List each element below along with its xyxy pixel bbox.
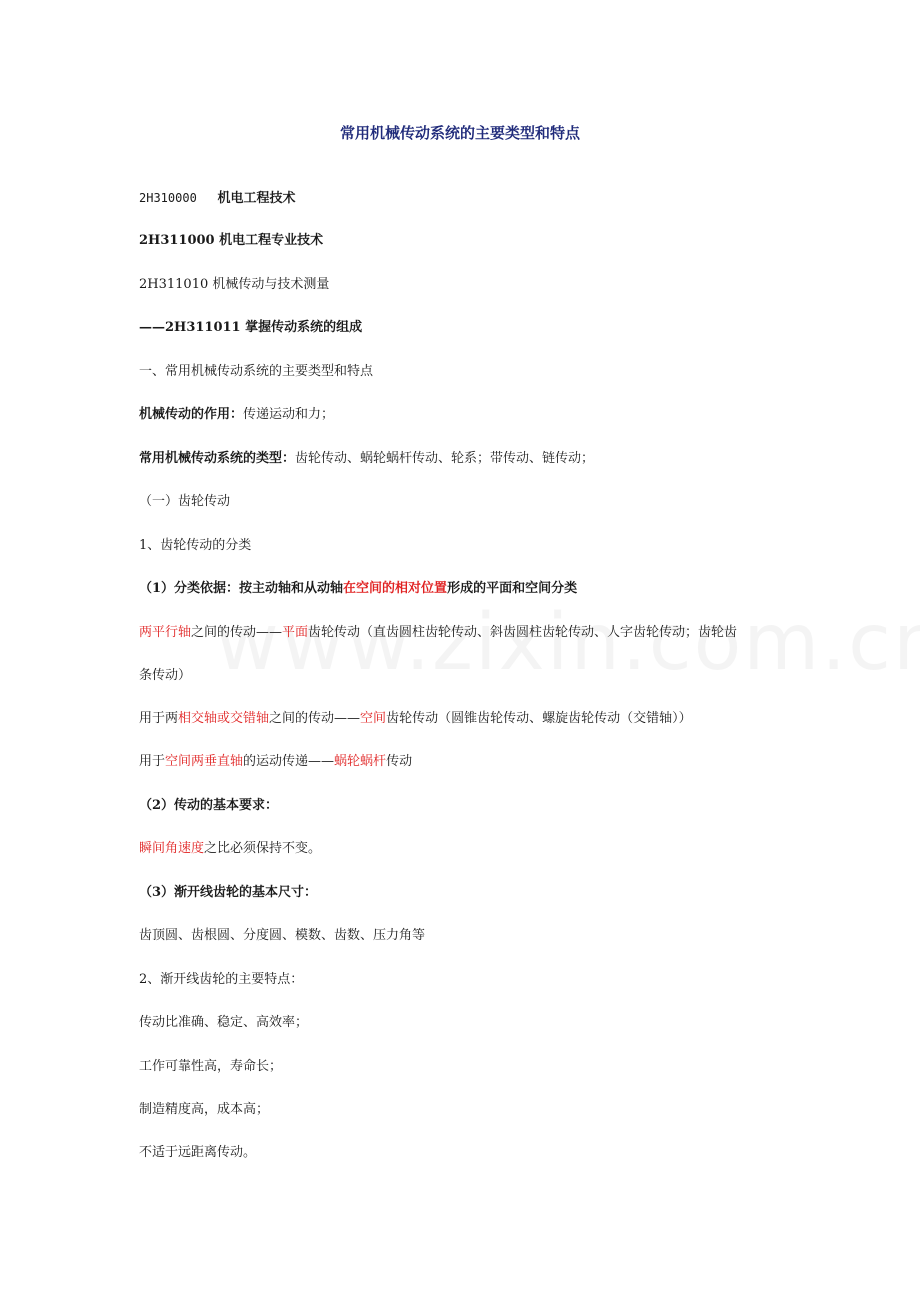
header-2h310000	[139, 188, 295, 209]
header-code: 2H310000	[139, 191, 197, 205]
parallel-r1: 两平行轴	[139, 625, 192, 640]
intersect-t3: 齿轮传动（圆锥齿轮传动、螺旋齿轮传动（交错轴））	[386, 711, 692, 726]
feature-2: 工作可靠性高，寿命长；	[139, 1059, 283, 1074]
perp-t1: 用于	[139, 754, 166, 769]
basis-line	[139, 579, 577, 599]
intersect-t1: 用于两	[139, 711, 179, 726]
basis-b: 形成的平面和空间分类	[447, 581, 578, 596]
header-text: 机电工程技术	[217, 191, 296, 206]
feature-4: 不适于远距离传动。	[139, 1145, 257, 1160]
perp-line	[139, 752, 412, 772]
intersect-r1: 相交轴或交错轴	[178, 711, 270, 726]
section-heading: 一、常用机械传动系统的主要类型和特点	[139, 364, 374, 379]
feature-3: 制造精度高，成本高；	[139, 1102, 270, 1117]
feature-1: 传动比准确、稳定、高效率；	[139, 1015, 309, 1030]
basis-a: （1）分类依据：按主动轴和从动轴	[139, 581, 344, 596]
basis-red: 在空间的相对位置	[343, 581, 448, 596]
perp-r2: 蜗轮蜗杆	[334, 754, 387, 769]
req-r1: 瞬间角速度	[139, 841, 205, 856]
perp-t2: 的运动传递——	[243, 754, 335, 769]
req-t1: 之比必须保持不变。	[204, 841, 322, 856]
req-label: （2）传动的基本要求：	[139, 798, 279, 813]
role-text: 传递运动和力；	[243, 407, 335, 422]
dims-line: 齿顶圆、齿根圆、分度圆、模数、齿数、压力角等	[139, 928, 426, 943]
dim-label: （3）渐开线齿轮的基本尺寸：	[139, 885, 318, 900]
intersect-r2: 空间	[360, 711, 387, 726]
req-line	[139, 839, 321, 859]
types-label: 常用机械传动系统的类型：	[139, 451, 296, 466]
types-text: 齿轮传动、蜗轮蜗杆传动、轮系；带传动、链传动；	[295, 451, 595, 466]
intersect-line	[139, 709, 692, 729]
header-2h311011: ——2H311011 掌握传动系统的组成	[139, 320, 363, 335]
role-label: 机械传动的作用：	[139, 407, 244, 422]
perp-r1: 空间两垂直轴	[165, 754, 244, 769]
item-classification: 1、齿轮传动的分类	[139, 538, 252, 553]
subsection-gear: （一）齿轮传动	[139, 494, 231, 509]
perp-t3: 传动	[386, 754, 413, 769]
watermark	[215, 598, 920, 688]
intersect-t2: 之间的传动——	[269, 711, 361, 726]
item-features: 2、渐开线齿轮的主要特点：	[139, 972, 304, 987]
role-line	[139, 405, 334, 425]
header-2h311000: 2H311000 机电工程专业技术	[139, 233, 324, 248]
parallel-t2: 齿轮传动（直齿圆柱齿轮传动、斜齿圆柱齿轮传动、人字齿轮传动；齿轮齿	[308, 625, 738, 640]
page-title: 常用机械传动系统的主要类型和特点	[339, 124, 580, 142]
parallel-t1: 之间的传动——	[191, 625, 283, 640]
parallel-line	[139, 623, 737, 643]
parallel-cont: 条传动）	[139, 668, 192, 683]
header-2h311010: 2H311010 机械传动与技术测量	[139, 277, 330, 292]
types-line	[139, 449, 594, 469]
parallel-r2: 平面	[282, 625, 309, 640]
